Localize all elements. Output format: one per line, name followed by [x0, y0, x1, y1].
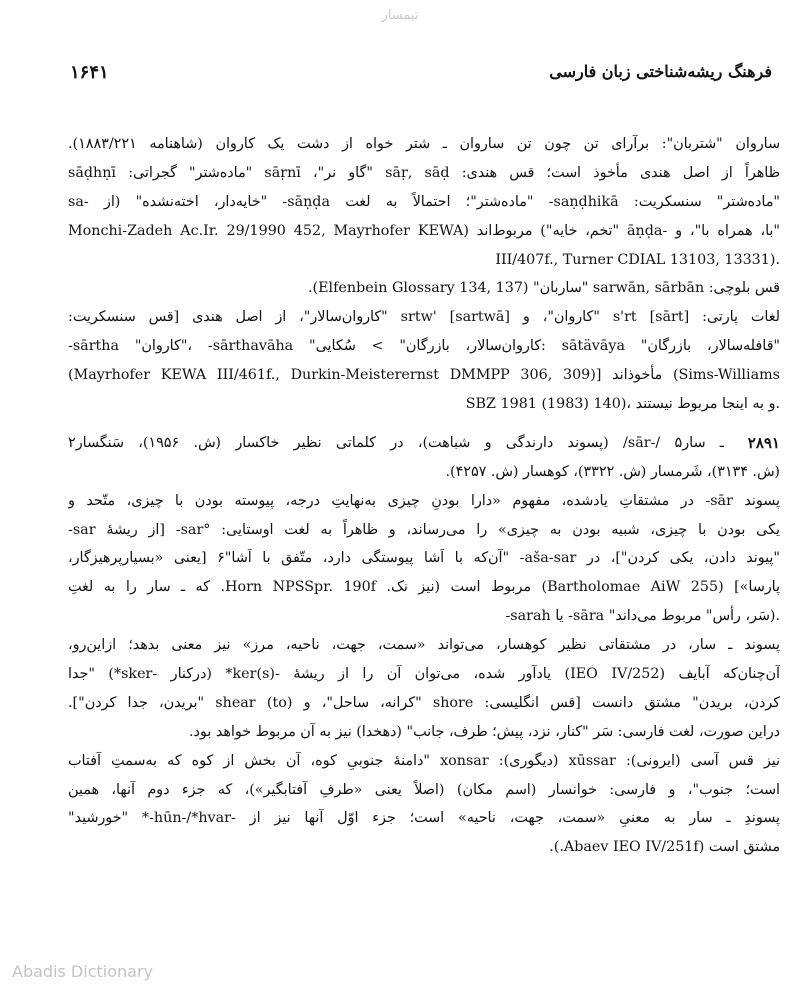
text-line: قس بلوچی: sarwān, sārbān "ساربان" (Elfenbein Glossary 134, 137).	[307, 280, 780, 297]
text-line: "ماده‌شتر" سنسکریت: saṇḍhikā- "ماده‌شتر"؛ احتمالاً به لغت sāṇḍa- "خایه‌دار، اخته‌نشده" (از -sa	[68, 193, 780, 210]
page-number: ۱۶۴۱	[70, 62, 109, 83]
text-line: کردن، بریدن" مشتق دانست [قس انگلیسی: shore "کرانه، ساحل"، و (to) shear "بریدن، جدا کردن"].	[68, 694, 780, 711]
text-line: آن‌چنان‌که آبایف (IEO IV/252) یادآور شده، می‌توان آن را از ریشهٔ -(s)ker* (درکنار -sker*) "جدا	[68, 666, 780, 683]
entry-headword-line: ـ سار۵ /-sār/ (پسوند دارندگی و شباهت)، در کلماتی نظیر خاکسار (ش. ۱۹۵۶)، سَنگسار۲	[68, 434, 724, 451]
text-line: (Mayrhofer KEWA III/461f., Durkin-Meisterernst DMMPP 306, 309)] مأخوذاند (Sims-Williams	[68, 367, 780, 384]
text-line: پسوندِ ـ سار به معنیِ «سمت، جهت، ناحیه» است؛ جزء اوّل آنها نیز از -hūn-/*hvar-* "خورشید"	[68, 810, 780, 827]
text-line: پسوند sār- در مشتقاتِ یادشده، مفهوم «دارا بودنِ چیزی به‌نهایتِ درجه، پیوسته بودن با چیزی، متّحد و	[68, 492, 780, 509]
text-line: یکی بودن با چیزی، شبیه بودن به چیزی» را می‌رساند، و ظاهراً به لغت اوستایی: °sar- [از ریشهٔ sar-	[68, 521, 780, 538]
text-line: پسوند ـ سار، در مشتقاتی نظیر کوهسار، می‌تواند «سمت، جهت، ناحیه، مرز» نیز معنی بدهد؛ ازاین‌رو،	[68, 637, 780, 654]
text-line: SBZ 1981 (1983) 140)، و به اینجا مربوط نیستند.	[465, 396, 780, 413]
watermark-bottom: Abadis Dictionary	[12, 962, 153, 981]
text-line: دراین صورت، لغت فارسی: سَر "کنار، نزد، پیش؛ طرف، جانب" (دهخدا) نیز به آن مربوط خواهد بود.	[189, 723, 780, 740]
page-header	[70, 62, 772, 92]
entry-2890-tail	[68, 130, 780, 419]
text-line: III/407f., Turner CDIAL 13103, 13331).	[495, 251, 780, 268]
text-line: ظاهراً از اصل هندی مأخوذ است؛ قس هندی: sāṛ, sāḍ "گاو نر"، sāṛnī "ماده‌شتر" گجراتی: sāḍhṇī	[68, 164, 780, 181]
text-line: -sarah یا -sāra "سَر، رأس" مربوط می‌داند).	[505, 608, 780, 625]
text-line: ساروان "شتربان": برآرای تن چون تن ساروان ـ شتر خواه از دشت یک کاروان (شاهنامه ۱۸۸۳/۲۲۱).	[68, 136, 780, 152]
text-line: پارسا»] (Bartholomae AiW 255) مربوط است (نیز نک. Horn NPSSpr. 190f. که ـ سار را به لغتِ	[68, 579, 780, 596]
text-line: است؛ جنوب"، و فارسی: خوانسار (اسم مکان) (اصلاً یعنی «طرفِ آفتابگیر»)، که جزء دوم آنها، همین	[68, 781, 780, 798]
text-line: "با، همراه با"، و -āṇḍa "تخم، خایه") مربوط‌اند (Monchi-Zadeh Ac.Ir. 29/1990 452, Mayrhofer KEWA	[68, 222, 780, 239]
entry-2891	[68, 429, 780, 862]
text-line: -sārtha "کاروان"، -sārthavāha "کاروان‌سالار، بازرگان" > سُکایی: sātävāya "قافله‌سالار، بازرگان"	[68, 338, 780, 355]
page-body	[68, 130, 780, 862]
text-line: نیز قس آسی (ایرونی): xūssar (دیگوری): xonsar "دامنهٔ جنوبیِ کوه، آن بخش از کوه که به‌سمتِ آفتاب	[68, 752, 780, 769]
running-title: فرهنگ ریشه‌شناختی زبان فارسی	[549, 62, 772, 81]
text-line: مشتق است (Abaev IEO IV/251f.).	[549, 839, 780, 856]
text-line: "پیوند دادن، یکی کردن"]، در aša-sar- "آن‌که با اَشا پیوستگی دارد، متّفق با اَشا"۶ [یعنی «بسیارپرهیزگار،	[68, 550, 780, 567]
text-line: (ش. ۳۱۳۴)، شَرمسار (ش. ۳۳۲۲)، کوهسار (ش. ۴۲۵۷).	[445, 463, 780, 480]
watermark-top: تیمسار	[381, 8, 419, 23]
text-line: لغات پارتی: s'rt [sārt] "کاروان"، و srtw' [sartwā] "کاروان‌سالار"، از اصل هندی [قس سنسکریت:	[68, 309, 780, 326]
entry-number: ۲۸۹۱	[747, 433, 780, 452]
